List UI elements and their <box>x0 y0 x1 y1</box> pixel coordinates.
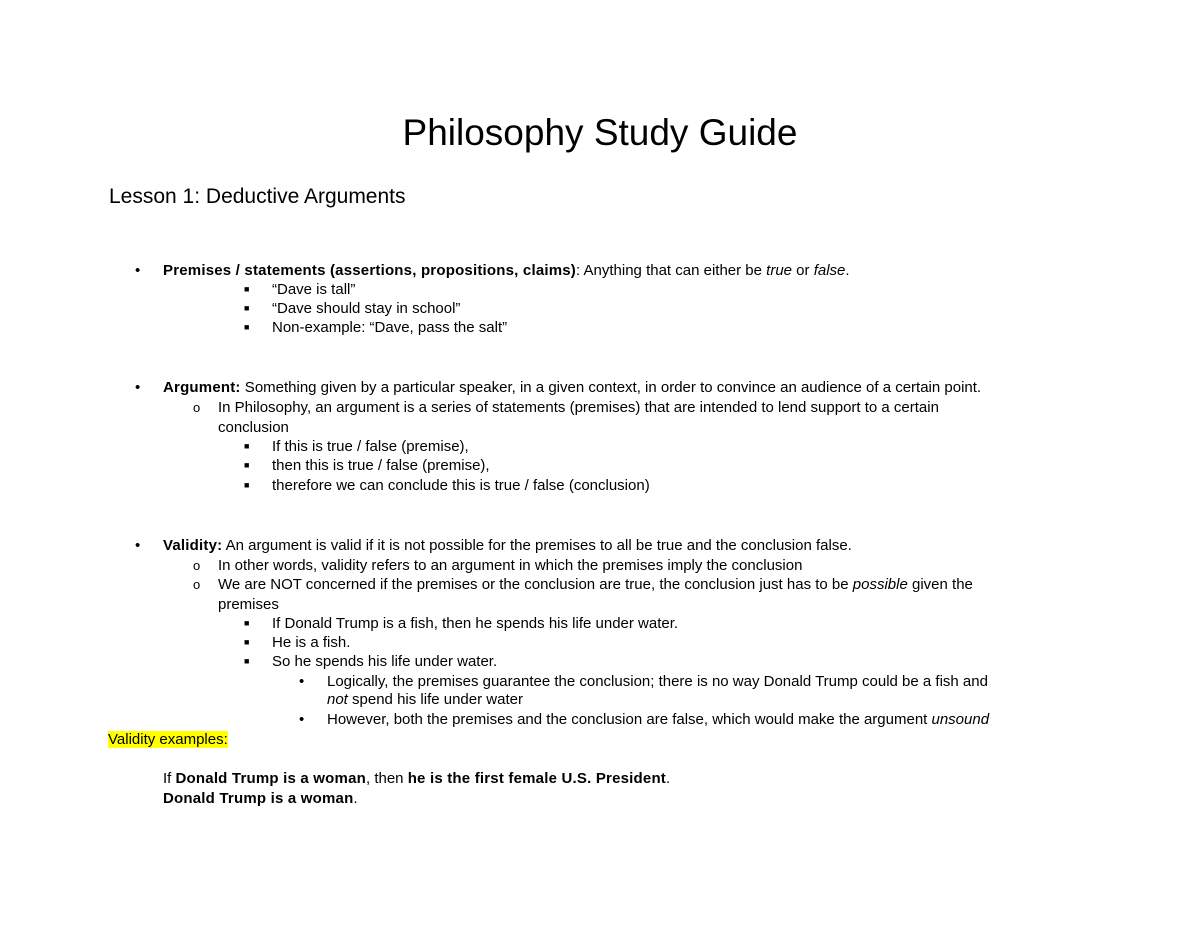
square-bullet-marker: ■ <box>244 637 250 647</box>
example-consequent-bold: he is the first female U.S. President <box>407 770 667 787</box>
validity-sub-text-end: given the <box>907 576 973 593</box>
validity-sub-line-cont: premises <box>218 596 279 613</box>
validity-note-cont <box>327 690 523 709</box>
argument-step: If this is true / false (premise), <box>272 438 469 455</box>
validity-note-text: However, both the premises and the conclusion are false, which would make the argument <box>327 711 932 728</box>
true-word: true <box>766 262 793 279</box>
example-premise-bold: Donald Trump is a woman <box>175 770 366 787</box>
page-title: Philosophy Study Guide <box>402 112 798 153</box>
square-bullet-marker: ■ <box>244 618 250 628</box>
validity-examples-label <box>108 730 228 749</box>
bullet-marker: • <box>299 673 305 690</box>
argument-step: then this is true / false (premise), <box>272 457 490 474</box>
period: . <box>666 770 671 787</box>
unsound-word: unsound <box>931 711 990 728</box>
square-bullet-marker: ■ <box>244 303 250 313</box>
square-bullet-marker: ■ <box>244 284 250 294</box>
circle-bullet-marker: o <box>193 400 201 415</box>
validity-definition <box>163 536 852 555</box>
highlighted-label: Validity examples: <box>108 731 228 748</box>
example-premise-bold: Donald Trump is a woman <box>163 790 354 807</box>
square-bullet-marker: ■ <box>244 322 250 332</box>
then-word: , then <box>365 770 408 787</box>
premise-example: “Dave should stay in school” <box>272 300 461 317</box>
validity-text: An argument is valid if it is not possible for the premises to all be true and the conclusion false. <box>222 537 852 554</box>
validity-note: Logically, the premises guarantee the conclusion; there is no way Donald Trump could be a fish and <box>327 673 988 690</box>
square-bullet-marker: ■ <box>244 480 250 490</box>
lesson-heading: Lesson 1: Deductive Arguments <box>109 185 406 208</box>
period: . <box>845 262 850 279</box>
bullet-marker: • <box>135 262 141 279</box>
validity-example-step: He is a fish. <box>272 634 351 651</box>
bullet-marker: • <box>135 379 141 396</box>
false-word: false <box>813 262 846 279</box>
argument-text: Something given by a particular speaker, in a given context, in order to convince an audience of a certain point. <box>240 379 982 396</box>
argument-term: Argument: <box>163 379 241 396</box>
argument-definition <box>163 378 981 397</box>
premise-non-example: Non-example: “Dave, pass the salt” <box>272 319 508 336</box>
bullet-marker: • <box>299 711 305 728</box>
example-line-2 <box>163 789 358 808</box>
if-word: If <box>163 770 176 787</box>
square-bullet-marker: ■ <box>244 441 250 451</box>
validity-note-text: spend his life under water <box>347 691 523 708</box>
argument-step: therefore we can conclude this is true / false (conclusion) <box>272 477 650 494</box>
example-line-1 <box>163 769 670 788</box>
validity-note <box>327 710 989 729</box>
validity-term: Validity: <box>163 537 223 554</box>
circle-bullet-marker: o <box>193 577 201 592</box>
validity-sub-text: We are NOT concerned if the premises or the conclusion are true, the conclusion just has to be <box>218 576 853 593</box>
square-bullet-marker: ■ <box>244 656 250 666</box>
argument-sub-line-cont: conclusion <box>218 419 289 436</box>
validity-sub-line <box>218 575 973 594</box>
square-bullet-marker: ■ <box>244 460 250 470</box>
premises-text: : Anything that can either be <box>576 262 767 279</box>
argument-sub-line: In Philosophy, an argument is a series of statements (premises) that are intended to lend support to a certain <box>218 399 939 416</box>
possible-word: possible <box>852 576 908 593</box>
period: . <box>353 790 358 807</box>
validity-example-step: If Donald Trump is a fish, then he spends his life under water. <box>272 615 679 632</box>
not-word: not <box>327 691 348 708</box>
premise-example: “Dave is tall” <box>272 281 356 298</box>
or-word: or <box>792 262 814 279</box>
premises-definition <box>163 261 850 280</box>
validity-example-step: So he spends his life under water. <box>272 653 498 670</box>
circle-bullet-marker: o <box>193 558 201 573</box>
premises-term: Premises / statements (assertions, propositions, claims) <box>163 262 577 279</box>
validity-sub-line: In other words, validity refers to an argument in which the premises imply the conclusion <box>218 557 803 574</box>
bullet-marker: • <box>135 537 141 554</box>
